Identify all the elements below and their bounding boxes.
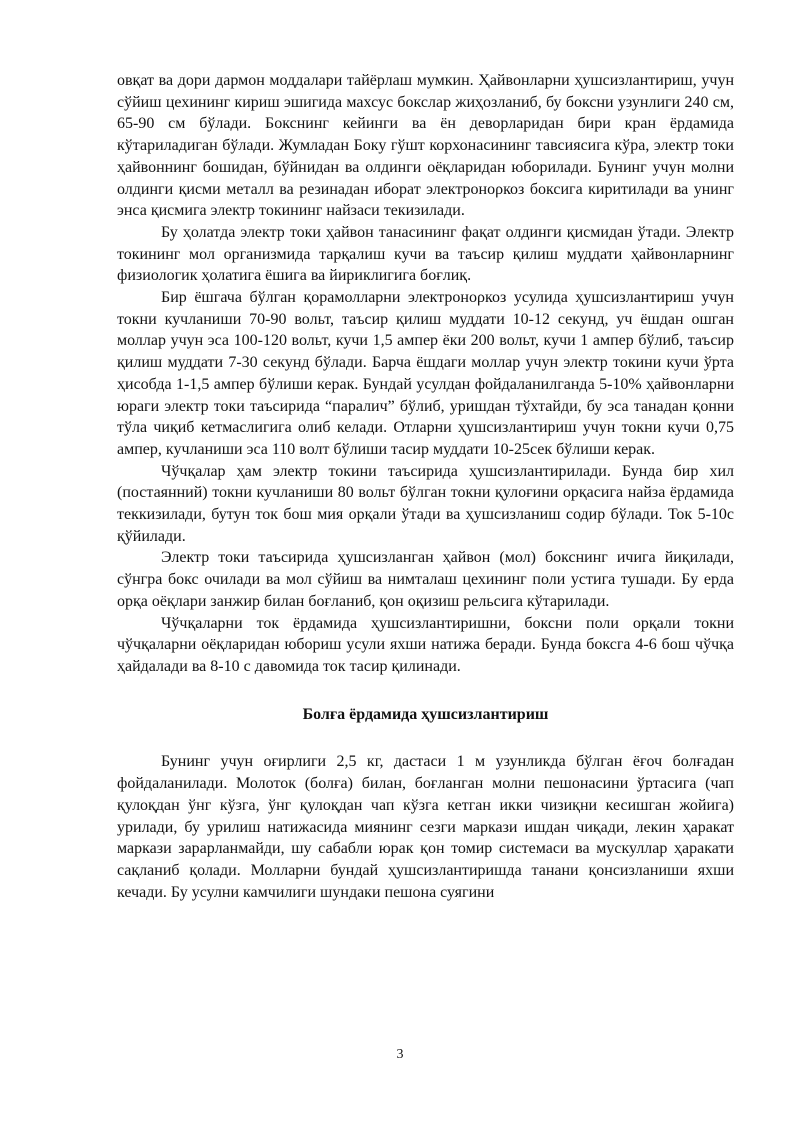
document-page bbox=[117, 70, 734, 903]
page-number: 3 bbox=[396, 1047, 404, 1062]
paragraph-cattle-parameters: Бир ёшгача бўлган қорамолларни электронορкоз усулида ҳушсизлантириш учун токни кучланиши 70-90 вольт, таъсир қилиш муддати 10-12 секунд, уч ёшдан ошган моллар учун эса 100-120 вольт, кучи 1,5 ампер ёки 200 вольт, кучи 1 ампер бўлиб, таъсир қилиш муддати 7-30 секунд бўлади. Барча ёшдаги моллар учун электр токини кучи ўрта ҳисобда 1-1,5 ампер бўлиши керак. Бундай усулдан фойдаланилганда 5-10% ҳайвонларни юраги электр токи таъсирида “паралич” бўлиб, уришдан тўхтайди, бу эса танадан қонни тўла чиқиб кетмаслигига олиб келади. Отларни ҳушсизлантириш учун токни кучи 0,75 ампер, кучланиши эса 110 волт бўлиши тасир муддати 10-25сек бўлиши керак. bbox=[117, 289, 734, 458]
section-heading: Болға ёрдамида ҳушсизлантириш bbox=[302, 705, 549, 723]
paragraph-pigs-floor-method: Чўчқаларни ток ёрдамида ҳушсизлантиришни, боксни поли орқали токни чўчқаларни оёқларидан юбориш усули яхши натижа беради. Бунда боксга 4-6 бош чўчқа ҳайдалади ва 8-10 с давомида ток тасир қилинади. bbox=[117, 614, 734, 675]
paragraph-continuation: овқат ва дори дармон моддалари тайёрлаш мумкин. Ҳайвонларни ҳушсизлантириш, учун сўйиш цехининг кириш эшигида махсус бокслар жиҳозланиб, бу боксни узунлиги 240 см, 65-90 см бўлади. Бокснинг кейинги ва ён деворларидан бири кран ёрдамида кўтариладиган бўлади. Жумладан Боку гўшт корхонасининг тавсиясига кўра, электр токи ҳайвоннинг бошидан, бўйнидан ва олдинги оёқларидан юборилади. Бунинг учун молни олдинги қисми металл ва резинадан иборат электронορкоз боксига киритилади ва унинг энса қисмига электр токининг найзаси текизилади. bbox=[117, 72, 734, 220]
paragraph-hammer-method: Бунинг учун оғирлиги 2,5 кг, дастаси 1 м узунликда бўлган ёғоч болғадан фойдаланилади. Молоток (болға) билан, боғланган молни пешонасини ўртасига (чап қулоқдан ўнг кўзга, ўнг қулоқдан чап кўзга кетган икки чизиқни кесишган жойига) урилади, бу урилиш натижасида миянинг сезги маркази ишдан чиқади, лекин ҳаракат маркази зарарланмайди, шу сабабли юрак қон томир системаси ва мускуллар ҳаракати сақланиб қолади. Молларни бундай ҳушсизлантиришда танани қонсизланиши яхши кечади. Бу усулни камчилиги шундаки пешона суягини bbox=[117, 753, 734, 901]
paragraph-after-stunning: Электр токи таъсирида ҳушсизланган ҳайвон (мол) бокснинг ичига йиқилади, сўнгра бокс очилади ва мол сўйиш ва нимталаш цехининг поли устига тушади. Бу ерда орқа оёқлари занжир билан боғланиб, қон оқизиш рельсига кўтарилади. bbox=[117, 549, 734, 610]
paragraph-pigs-current: Чўчқалар ҳам электр токини таъсирида ҳушсизлантирилади. Бунда бир хил (постаянний) токни кучланиши 80 вольт бўлган токни қулоғини орқасига найза ёрдамида теккизилади, бутун ток бош мия орқали ўтади ва ҳушсизланиш содир бўлади. Ток 5-10с қўйилади. bbox=[117, 462, 734, 545]
paragraph-current-path: Бу ҳолатда электр токи ҳайвон танасининг фақат олдинги қисмидан ўтади. Электр токининг мол организмида тарқалиш кучи ва таъсир қилиш муддати ҳайвонларнинг физиологик ҳолатига ёшига ва йириклигига боғлиқ. bbox=[117, 223, 734, 285]
